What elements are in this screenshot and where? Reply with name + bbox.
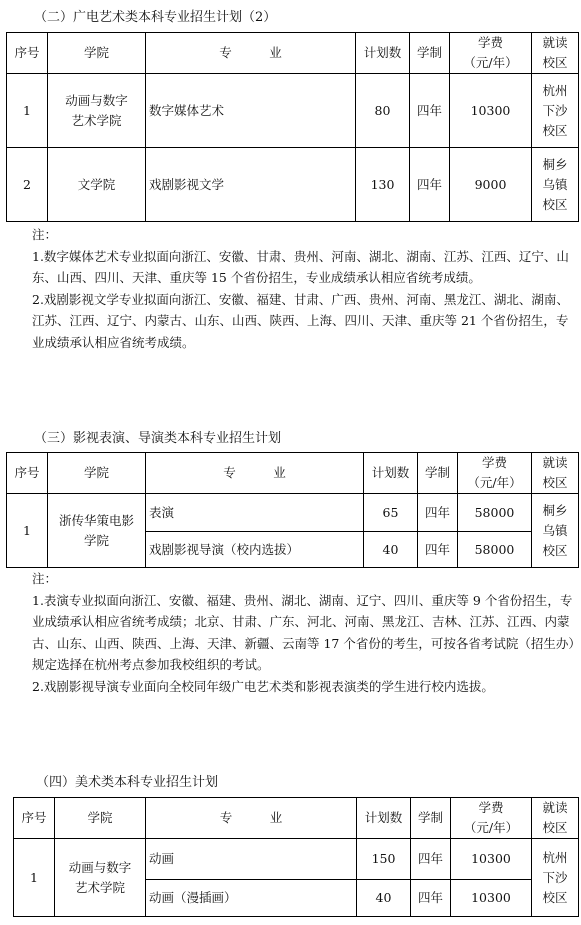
header-no: 序号 — [7, 453, 48, 494]
row-campus: 桐乡 乌镇 校区 — [532, 494, 579, 568]
header-college: 学院 — [48, 33, 146, 74]
row-major: 表演 — [146, 494, 364, 532]
table-row — [7, 74, 579, 148]
header-plan: 计划数 — [357, 798, 411, 839]
row-major: 戏剧影视文学 — [146, 148, 356, 222]
row-major: 动画 — [146, 839, 357, 880]
row-college: 动画与数字 艺术学院 — [55, 839, 146, 917]
row-fee: 58000 — [458, 494, 532, 532]
header-college: 学院 — [55, 798, 146, 839]
notes-title: 注： — [32, 571, 58, 586]
row-plan: 40 — [364, 532, 418, 568]
header-fee: 学费 （元/年） — [450, 33, 532, 74]
row-duration: 四年 — [418, 494, 458, 532]
row-plan: 65 — [364, 494, 418, 532]
row-plan: 80 — [356, 74, 410, 148]
table-header-row — [14, 798, 579, 839]
row-major: 动画（漫插画） — [146, 880, 357, 917]
section4-table — [13, 797, 579, 917]
note-item: 1.表演专业拟面向浙江、安徽、福建、贵州、湖北、湖南、辽宁、四川、重庆等 9 个省份招生，专业成绩承认相应省统考成绩；北京、甘肃、广东、河北、河南、黑龙江、吉林、江苏、江西、内蒙古、山东、山西、陕西、上海、天津、新疆、云南等 17 个省份的考生，可按各省考试院（招生办）规定选择在杭州考点参加我校组织的考试。 — [32, 592, 575, 673]
row-fee: 10300 — [451, 880, 532, 917]
table-row — [7, 148, 579, 222]
header-duration: 学制 — [410, 33, 450, 74]
row-major: 戏剧影视导演（校内选拔） — [146, 532, 364, 568]
header-plan: 计划数 — [364, 453, 418, 494]
row-duration: 四年 — [410, 148, 450, 222]
row-plan: 150 — [357, 839, 411, 880]
table-row — [14, 839, 579, 880]
row-campus: 桐乡 乌镇 校区 — [532, 148, 579, 222]
row-fee: 10300 — [450, 74, 532, 148]
header-major: 专 业 — [146, 33, 356, 74]
row-duration: 四年 — [411, 839, 451, 880]
header-duration: 学制 — [418, 453, 458, 494]
note-item: 1.数字媒体艺术专业拟面向浙江、安徽、甘肃、贵州、河南、湖北、湖南、江苏、江西、辽宁、山东、山西、四川、天津、重庆等 15 个省份招生，专业成绩承认相应省统考成绩。 — [32, 248, 569, 286]
row-plan: 40 — [357, 880, 411, 917]
note-item: 2.戏剧影视文学专业拟面向浙江、安徽、福建、甘肃、广西、贵州、河南、黑龙江、湖北、湖南、江苏、江西、辽宁、内蒙古、山东、山西、陕西、上海、四川、天津、重庆等 21 个省份招生，专业成绩承认相应省统考成绩。 — [32, 291, 569, 350]
section2-notes — [6, 224, 578, 354]
row-college: 文学院 — [48, 148, 146, 222]
table-header-row — [7, 453, 579, 494]
row-fee: 58000 — [458, 532, 532, 568]
row-no: 1 — [7, 494, 48, 568]
header-college: 学院 — [48, 453, 146, 494]
row-campus: 杭州 下沙 校区 — [532, 74, 579, 148]
header-campus: 就读 校区 — [532, 453, 579, 494]
row-college: 动画与数字 艺术学院 — [48, 74, 146, 148]
row-fee: 10300 — [451, 839, 532, 880]
header-major: 专 业 — [146, 453, 364, 494]
table-header-row — [7, 33, 579, 74]
header-fee: 学费 （元/年） — [458, 453, 532, 494]
row-no: 1 — [14, 839, 55, 917]
row-duration: 四年 — [410, 74, 450, 148]
row-duration: 四年 — [411, 880, 451, 917]
section3-notes — [6, 568, 578, 698]
header-campus: 就读 校区 — [532, 798, 579, 839]
section3-title: （三）影视表演、导演类本科专业招生计划 — [34, 431, 282, 446]
section2-table — [6, 32, 579, 222]
header-no: 序号 — [7, 33, 48, 74]
section3-table — [6, 452, 579, 568]
row-college: 浙传华策电影 学院 — [48, 494, 146, 568]
section4-title: （四）美术类本科专业招生计划 — [36, 775, 219, 790]
header-major: 专 业 — [146, 798, 357, 839]
header-no: 序号 — [14, 798, 55, 839]
header-fee: 学费 （元/年） — [451, 798, 532, 839]
row-no: 1 — [7, 74, 48, 148]
section2-title: （二）广电艺术类本科专业招生计划（2） — [34, 10, 277, 25]
note-item: 2.戏剧影视导演专业面向全校同年级广电艺术类和影视表演类的学生进行校内选拔。 — [32, 678, 494, 694]
header-duration: 学制 — [411, 798, 451, 839]
row-no: 2 — [7, 148, 48, 222]
row-duration: 四年 — [418, 532, 458, 568]
header-plan: 计划数 — [356, 33, 410, 74]
row-plan: 130 — [356, 148, 410, 222]
row-major: 数字媒体艺术 — [146, 74, 356, 148]
row-campus: 杭州 下沙 校区 — [532, 839, 579, 917]
row-fee: 9000 — [450, 148, 532, 222]
notes-title: 注： — [32, 227, 58, 242]
table-row — [7, 494, 579, 532]
header-campus: 就读 校区 — [532, 33, 579, 74]
